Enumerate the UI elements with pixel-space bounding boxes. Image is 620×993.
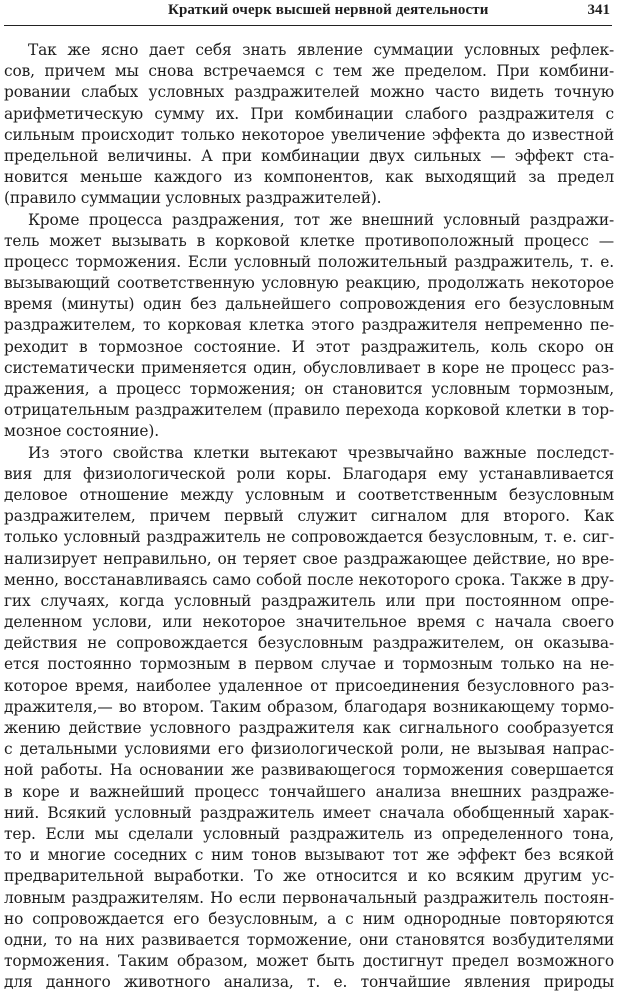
text-line: Из этого свойства клетки вытекают чрезвычайно важные последст- (28, 443, 614, 462)
text-line: ной работы. На основании же развивающегося торможения совершается (4, 761, 614, 780)
text-line: арифметическую сумму их. При комбинации слабого раздражителя с (4, 104, 614, 123)
text-line: вызывающий соответственную условную реакцию, продолжать некоторое (4, 274, 614, 293)
page-number: 341 (587, 2, 610, 18)
text-line: вия для физиологической роли коры. Благодаря ему устанавливается (4, 464, 614, 483)
text-line: ний. Всякий условный раздражитель имеет сначала обобщенный харак- (4, 803, 614, 822)
text-line: только условный раздражитель не сопровождается безусловным, т. е. сиг- (4, 528, 614, 547)
text-line: но сопровождается его безусловным, а с ним однородные повторяются (4, 909, 614, 928)
text-line: раздражителем, то корковая клетка этого раздражителя непременно пе- (4, 316, 614, 335)
text-line: то и многие соседних с ним тонов вызывают тот же эффект без всякой (4, 846, 614, 865)
text-line: систематически применяется один, обусловливает в коре не процесс раз- (4, 358, 614, 377)
text-line: для данного животного анализа, т. е. тончайшие явления природы (4, 973, 614, 992)
paragraph-3 (4, 443, 614, 993)
text-line: нализирует неправильно, он теряет свое раздражающее действие, но вре- (4, 549, 614, 568)
text-line: время (минуты) один без дальнейшего сопровождения его безусловным (4, 295, 614, 314)
text-line: в коре и важнейший процесс тончайшего анализа внешних раздраже- (4, 782, 614, 801)
text-line: с детальными условиями его физиологической роли, не вызывая напрас- (4, 740, 614, 759)
text-line: ровании слабых условных раздражителей можно часто видеть точную (4, 83, 614, 102)
text-line: деловое отношение между условным и соответственным безусловным (4, 485, 614, 504)
text-line: одни, то на них развивается торможение, они становятся возбудителями (4, 930, 614, 949)
paragraph-2 (4, 210, 614, 443)
text-line: которое время, наиболее удаленное от присоединения безусловного раз- (4, 676, 614, 695)
text-line: (правило суммации условных раздражителей). (4, 189, 382, 208)
text-line: сильным происходит только некоторое увеличение эффекта до известной (4, 125, 614, 144)
text-line: Так же ясно дает себя знать явление суммации условных рефлек- (28, 41, 614, 59)
text-line: дражителя,— во втором. Таким образом, благодаря возникающему тормо- (4, 697, 614, 716)
text-line: дражения, а процесс торможения; он становится условным тормозным, (4, 380, 614, 398)
text-line: сов, причем мы снова встречаемся с тем же пределом. При комбини- (4, 62, 614, 81)
text-line: раздражителем, причем первый служит сигналом для второго. Как (4, 507, 614, 526)
text-line: мозное состояние). (4, 422, 159, 441)
text-line: предельной величины. А при комбинации двух сильных — эффект ста- (4, 146, 614, 165)
text-line: Кроме процесса раздражения, тот же внешний условный раздражи- (28, 210, 614, 229)
body-text (4, 40, 614, 993)
text-line: торможения. Таким образом, может быть достигнут предел возможного (4, 952, 614, 971)
text-line: гих случаях, когда условный раздражитель или при постоянном опре- (4, 591, 614, 610)
text-line: деленном услови, или некоторое значительное время с начала своего (4, 613, 614, 632)
text-line: действия не сопровождается безусловным раздражителем, он оказыва- (4, 634, 614, 653)
text-line: отрицательным раздражителем (правило перехода корковой клетки в тор- (4, 401, 614, 420)
running-head: Краткий очерк высшей нервной деятельности (168, 2, 489, 18)
header-rule (4, 25, 612, 26)
text-line: предварительной выработки. То же относится и ко всяким другим ус- (4, 867, 614, 886)
text-line: реходит в тормозное состояние. И этот раздражитель, коль скоро он (4, 337, 614, 356)
text-line: менно, восстанавливаясь само собой после некоторого срока. Также в дру- (4, 570, 614, 589)
paragraph-1 (4, 40, 614, 210)
text-line: ется постоянно тормозным в первом случае и тормозным только на не- (4, 655, 614, 674)
text-line: тель может вызывать в корковой клетке противоположный процесс — (4, 231, 614, 250)
text-line: ловным раздражителям. Но если первоначальный раздражитель постоян- (4, 888, 614, 907)
text-line: процесс торможения. Если условный положительный раздражитель, т. е. (4, 252, 614, 271)
text-line: жению действие условного раздражителя как сигнального сообразуется (4, 719, 614, 737)
text-line: тер. Если мы сделали условный раздражитель из определенного тона, (4, 824, 614, 843)
text-line: новится меньше каждого из компонентов, как выходящий за предел (4, 168, 614, 187)
page-header (0, 0, 620, 24)
